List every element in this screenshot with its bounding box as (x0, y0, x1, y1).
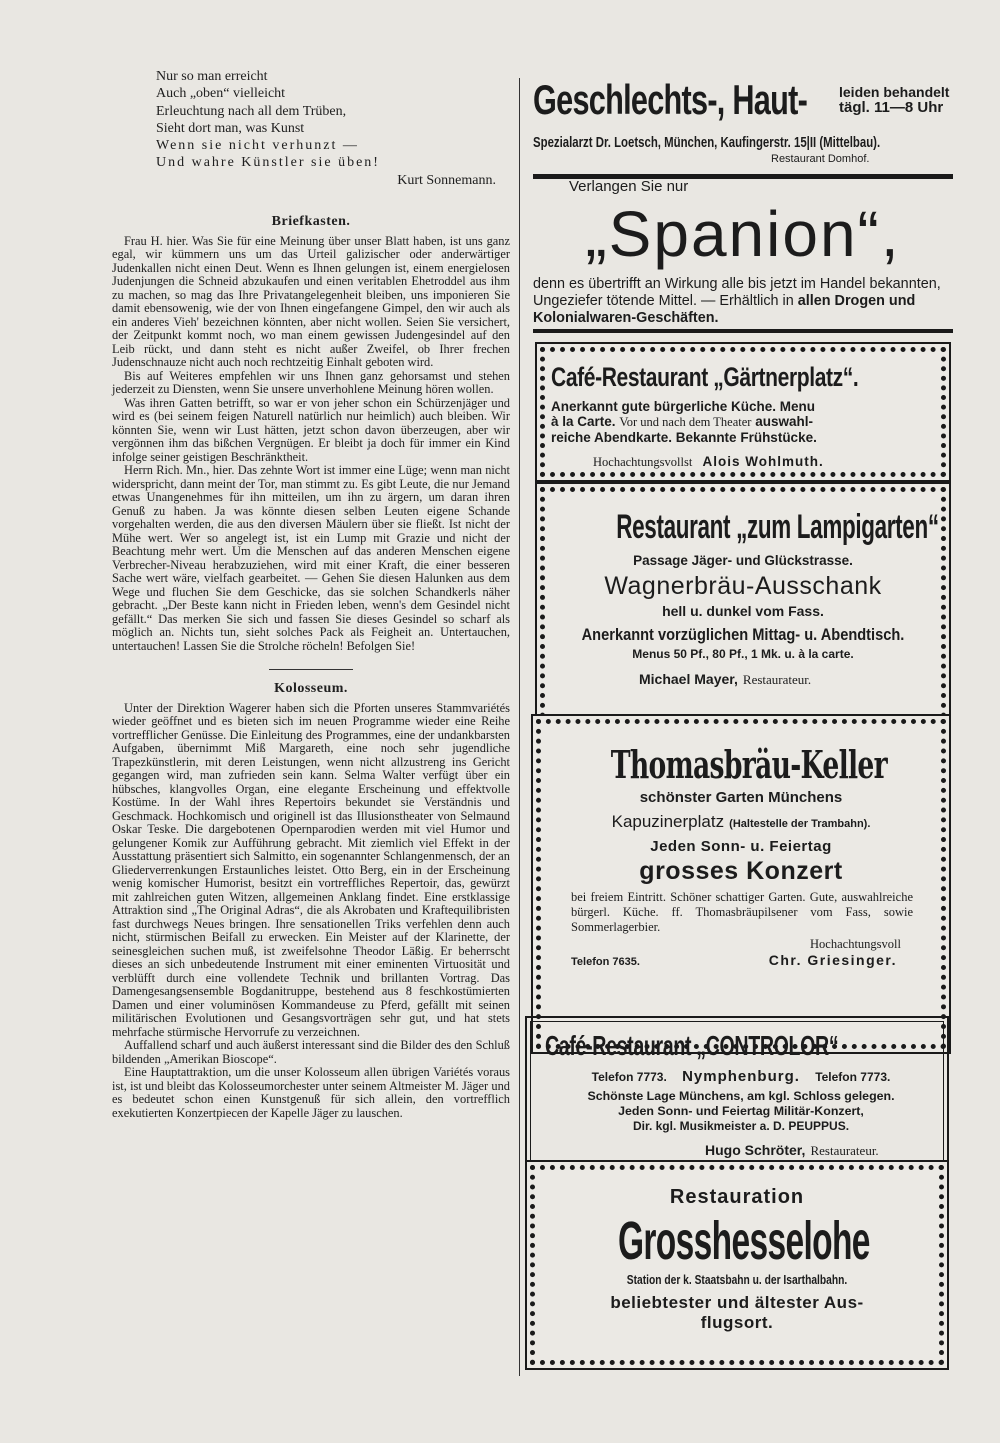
ad-spanion-brand: „Spanion“, (585, 198, 901, 270)
ad-thomasbraeu-title: Thomasbräu-Keller (610, 742, 887, 787)
ad-grosshesselohe-slogan2: flugsort. (700, 1313, 774, 1332)
ad-divider (533, 329, 953, 333)
ad-gaertnerplatz (535, 342, 951, 482)
section-divider (269, 669, 353, 670)
column-divider (519, 78, 520, 1376)
ad-lampigarten-address: Passage Jäger- und Glückstrasse. (633, 553, 853, 568)
ad-gaertnerplatz-sign (593, 451, 935, 470)
briefkasten-paragraph: Bis auf Weiteres empfehlen wir uns Ihnen ganz gehorsamst und stehen jederzeit zu Diensten, wenn Sie unsere unverhohlene Meinung hören wollen. (112, 368, 510, 397)
ad-loetsch-headline: Geschlechts-, Haut- (533, 76, 808, 123)
ad-gaertnerplatz-line3: reiche Abendkarte. Bekannte Frühstücke. (551, 430, 817, 445)
ad-controlor-line3: Dir. kgl. Musikmeister a. D. PEUPPUS. (632, 1119, 850, 1133)
ad-controlor-phones (545, 1066, 937, 1085)
ad-lampigarten-beer: Wagnerbräu-Ausschank (604, 572, 882, 600)
ad-grosshesselohe-slogan1: beliebtester und ältester Aus- (610, 1293, 864, 1312)
ad-lampigarten-beer-sub: hell u. dunkel vom Fass. (662, 603, 824, 619)
ad-loetsch-doctor-text: Spezialarzt Dr. Loetsch, München, Kaufingerstr. 15|II (Mittelbau). (533, 134, 881, 151)
poem-line: Sieht dort man, was Kunst (156, 120, 305, 136)
ad-lampigarten-title: Restaurant „zum Lampigarten“ (616, 508, 939, 546)
poem (156, 68, 510, 189)
ad-thomasbraeu-footer (571, 952, 897, 968)
poem-author: Kurt Sonnemann. (397, 172, 496, 188)
ad-thomasbraeu-days: Jeden Sonn- u. Feiertag (650, 838, 832, 855)
ad-thomasbraeu-phone: Telefon 7635. (571, 956, 640, 968)
ad-thomasbraeu-concert: grosses Konzert (639, 857, 843, 885)
ad-thomasbraeu-tram: (Haltestelle der Trambahn). (729, 818, 871, 830)
ad-thomasbraeu-place (555, 812, 927, 832)
ad-controlor-line2: Jeden Sonn- und Feiertag Militär-Konzert, (618, 1104, 864, 1118)
ad-loetsch-doctor (533, 134, 990, 151)
ad-gaertnerplatz-line1: Anerkannt gute bürgerliche Küche. Menu (551, 399, 816, 414)
ad-controlor-sign (705, 1140, 937, 1159)
ad-gaertnerplatz-theater: Vor und nach dem Theater (619, 415, 752, 429)
ad-gaertnerplatz-greeting: Hochachtungsvollst (593, 455, 693, 469)
ad-lampigarten-menu: Menus 50 Pf., 80 Pf., 1 Mk. u. à la carte. (632, 647, 854, 661)
ad-thomasbraeu (531, 714, 951, 1054)
poem-line: Und wahre Künstler sie üben! (156, 155, 380, 171)
ad-gaertnerplatz-title: Café-Restaurant „Gärtnerplatz“. (551, 362, 859, 392)
ad-controlor-phone-left: Telefon 7773. (591, 1070, 667, 1084)
ad-controlor-phone-right: Telefon 7773. (815, 1070, 891, 1084)
ad-controlor (525, 1016, 949, 1180)
ad-controlor-owner: Hugo Schröter, (705, 1142, 806, 1158)
poem-line: Nur so man erreicht (156, 69, 268, 84)
ad-controlor-place: Nymphenburg. (682, 1068, 800, 1085)
ad-thomasbraeu-greeting: Hochachtungsvoll (810, 937, 901, 951)
ad-loetsch-restaurant: Restaurant Domhof. (771, 153, 870, 165)
ad-controlor-title: Café-Restaurant „CONTROLOR“ (545, 1030, 839, 1061)
ad-thomasbraeu-owner: Chr. Griesinger. (768, 952, 897, 968)
ad-loetsch-side-2: tägl. 11—8 Uhr (839, 99, 944, 116)
ad-thomasbraeu-text: bei freiem Eintritt. Schöner schattiger Garten. Gute, auswahlreiche bürgerl. Küche. ff. Thomasbräupilsener vom Fass, sowie Sommerlagerbier. (571, 890, 913, 934)
ad-thomasbraeu-square: Kapuzinerplatz (611, 812, 725, 831)
ad-gaertnerplatz-carte: à la Carte. (551, 414, 616, 429)
left-column (112, 68, 510, 1120)
poem-line: Wenn sie nicht verhunzt — (156, 138, 359, 154)
ad-controlor-role: Restaurateur. (810, 1143, 879, 1158)
ad-spanion-text (533, 276, 953, 327)
ad-thomasbraeu-subtitle: schönster Garten Münchens (639, 789, 843, 806)
briefkasten-paragraph: Was ihren Gatten betrifft, so war er von jeher schon ein Schürzenjäger und wird es (bei seinem feigen Naturell natürlich nur heimlich) auch bleiben. Wir könnten Sie, wenn wir Lust hätten, jetzt schon davon überzeugen, aber wir vergönnen ihm das bißchen Vergnügen. Er bleibt ja doch für immer ein Kind infolge seiner geistigen Beschränktheit. (112, 395, 510, 464)
ad-grosshesselohe-label: Restauration (669, 1186, 805, 1208)
ad-grosshesselohe-name: Grosshesselohe (617, 1211, 870, 1271)
ad-lampigarten-sign (639, 669, 935, 688)
ad-spanion (533, 174, 953, 330)
ad-gaertnerplatz-line2 (551, 414, 935, 430)
ad-gaertnerplatz-auswahl: auswahl- (755, 414, 813, 429)
briefkasten-title: Briefkasten. (271, 214, 351, 230)
kolosseum-paragraph: Eine Hauptattraktion, um die unser Kolosseum allen übrigen Variétés voraus ist, ist und bleibt das Kolosseumorchester unter seinem Altmeister M. Jäger und es bedeutet schon einen Kunstgenuß für sich allein, den vortrefflich exekutierten Konzertpiecen der Kapelle Jäger zu lauschen. (112, 1065, 510, 1120)
poem-line: Auch „oben“ vielleicht (156, 86, 286, 102)
kolosseum-title: Kolosseum. (274, 681, 348, 697)
ad-controlor-line1: Schönste Lage Münchens, am kgl. Schloss gelegen. (587, 1089, 895, 1103)
kolosseum-paragraph: Auffallend scharf und auch äußerst interessant sind die Bilder des den Schluß bildenden „Amerikan Bioscope“. (112, 1038, 510, 1066)
ad-gaertnerplatz-owner: Alois Wohlmuth. (702, 454, 824, 469)
briefkasten-paragraph: Herrn Rich. Mn., hier. Das zehnte Wort ist immer eine Lüge; wenn man nicht widerspricht, dann meint der Tor, man stimmt zu. Es gibt Leute, die nur Jemand etwas Unangenehmes für ihn mitteilen, um ihn zu ärgern, um daran ihren Genuß zu haben. Ja was könnte diesen selben Leuten eigene Schande vorgehalten werden, die aus den diversen Mäulern über sie fließt. Ist nicht der Mühe wert. Wer so angelegt ist, ist ein Lump mit Grazie und nicht der Beachtung mehr wert. Um die Menschen auf das anderen Menschen eigene Verbrecher-Niveau herabzuziehen, wird mit einer Kraft, die einer besseren Sache wert wäre, vielfach gearbeitet. — Gehen Sie diesen Halunken aus dem Wege und fluchen Sie dem Geschicke, das sie solchen Schandkerls näher gebracht. „Der Beste kann nicht in Frieden leben, wenn's dem Gesindel nicht gefällt.“ Das merken Sie sich und fassen Sie dieses Gesindel so scharf als möglich an. Nichts tun, sieht solches Pack als Feigheit an. Untertauchen, untertauchen! Lassen Sie die Strolche röcheln! Befolgen Sie! (112, 463, 510, 653)
briefkasten-paragraph: Frau H. hier. Was Sie für eine Meinung über unser Blatt haben, ist uns ganz egal, wir kümmern uns um das Urteil galizischer oder anderwärtiger Judenkallen nicht einen Deut. Wenn es Ihnen gelungen ist, einem energielosen Judenjungen die Schneid abzukaufen und einen veritablen Ehetroddel aus ihm zu machen, so mag das Ihre Privatangelegenheit bleiben, uns imponieren Sie damit ebensowenig, wie der von Ihnen eingefangene Gimpel, den wir auch als ein anderes Vieh' bezeichnen könnten, aber nicht wollen. Seien Sie versichert, der Zeitpunkt kommt noch, wo man einem gewissen Judengesindel auf den Leib rückt, und dann steht es nicht außer Zweifel, ob Ihrer frechen Judenschnauze nicht auch noch rechtzeitig Einhalt geboten wird. (112, 233, 510, 370)
poem-line: Erleuchtung nach all dem Trüben, (156, 103, 347, 119)
kolosseum-paragraph: Unter der Direktion Wagerer haben sich die Pforten unseres Stammvariétés wieder geöffnet und es bieten sich im neuen Programme wieder eine Reihe vortrefflicher Genüsse. Die Einleitung des Programmes, eine der undankbarsten Aufgaben, übernimmt Miß Margareth, eine noch sehr jugendliche Trapezkünstlerin, mit deren Leistungen, wenn nicht allzustreng ins Gericht gegangen wird, man zufrieden sein kann. Selma Walter verfügt über ein hübsches, klangvolles Organ, eine elegante Erscheinung und effektvolle Kostüme. In der Wahl ihres Repertoirs bekundet sie Verständnis und Geschmack. Hochkomisch und originell ist das Illusionstheater von Selmaund Oskar Teske. Die dargebotenen Opernparodien werden mit viel Humor und gelungener Komik zur Aufführung gebracht. Mit ziemlich viel Effekt in der Ausstattung präsentiert sich Salmitto, ein sogenannter Schlangenmensch, der an Gliederverrenkungen Erstaunliches leistet. Otto Berg, ein in der Erscheinung wenig komischer Humorist, besitzt ein vortreffliches Repertoir, das, gewürzt mit zahlreichen guten Witzen, allgemeinen Anklang findet. Eine erstklassige Attraktion sind „The Original Adras“, die als Akrobaten und Kraftequilibristen fast durchwegs Neues bringen. Ihre sensationellen Triks verfehlen denn auch nicht, stürmischen Beifall zu erwecken. Ein Meister auf der Klarinette, der seinesgleichen suchen muß, ist zweifelsohne Theodor Läßig. Er beherrscht dieses an sich unbedeutende Instrument mit einer eminenten Virtuosität und verblüfft durch eine vollendete Technik und brillanten Vortrag. Das Damengesangsensemble Bogdanitruppe, bestehend aus 8 feschkostümierten Damen und einer voluminösen Kommandeuse zu Pferd, gefällt mit seinen militärischen Evolutionen und Gesangsvorträgen sehr gut, und hat stets mehrfache stürmische Hervorrufe zu verzeichnen. (112, 700, 510, 1039)
ad-lampigarten-role: Restaurateur. (742, 672, 812, 687)
ad-loetsch-hours (839, 84, 949, 116)
ad-lampigarten-food: Anerkannt vorzüglichen Mittag- u. Abendtisch. (581, 625, 905, 644)
ad-loetsch-side-1: leiden behandelt (839, 84, 950, 100)
ad-spanion-shops: allen Drogen und Kolonialwaren-Geschäften. (533, 293, 916, 326)
ad-spanion-intro: Verlangen Sie nur (569, 178, 689, 195)
ad-spanion-body: denn es übertrifft an Wirkung alle bis jetzt im Handel bekannten, Ungeziefer tötende Mittel. — Erhältlich in (533, 276, 941, 309)
ad-grosshesselohe-station: Station der k. Staatsbahn u. der Isarthalbahn. (626, 1273, 848, 1287)
ad-loetsch (533, 76, 953, 176)
ad-lampigarten-owner: Michael Mayer, (639, 671, 738, 687)
ad-grosshesselohe (525, 1160, 949, 1370)
